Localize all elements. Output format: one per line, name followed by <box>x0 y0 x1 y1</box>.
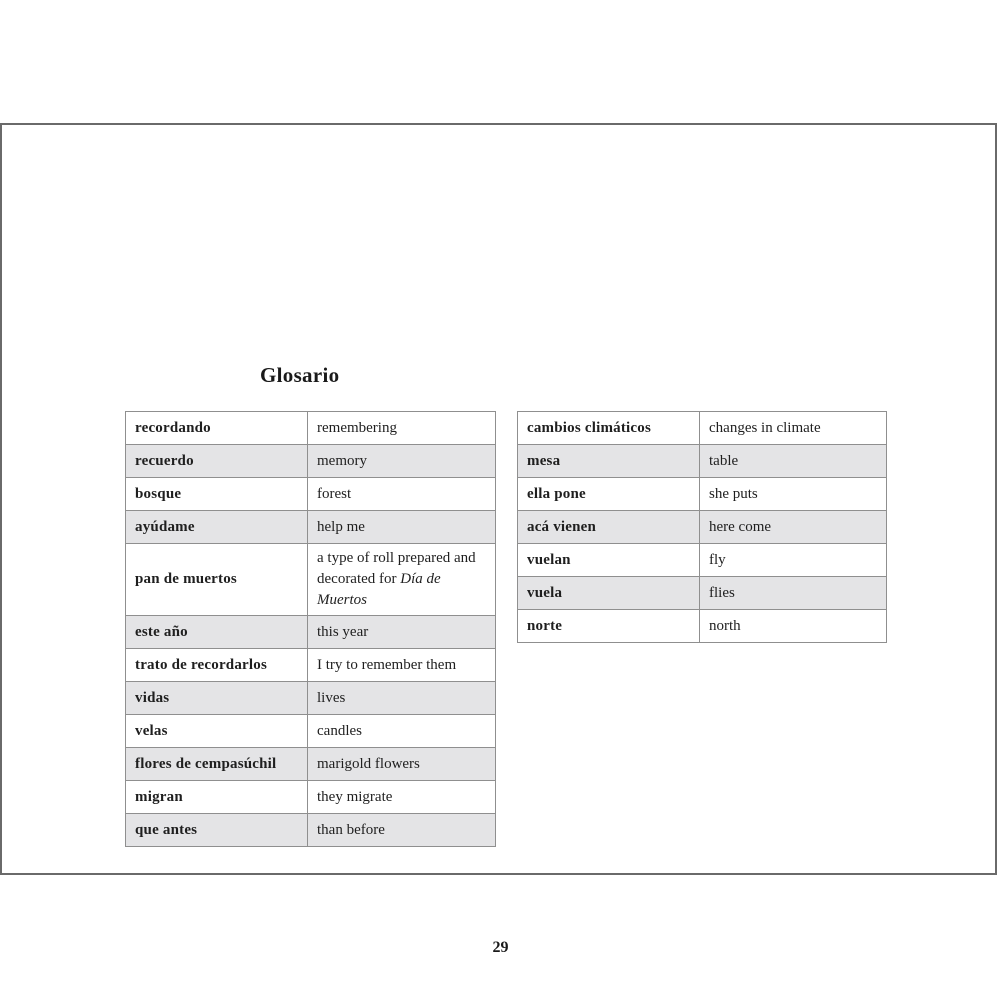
term-cell: flores de cempasúchil <box>126 748 308 781</box>
translation-cell <box>308 544 496 616</box>
term-cell: este año <box>126 616 308 649</box>
glossary-row <box>126 544 496 616</box>
page-number: 29 <box>492 939 509 956</box>
term-cell: bosque <box>126 478 308 511</box>
term-cell: ella pone <box>518 478 700 511</box>
translation-cell <box>700 610 887 643</box>
glossary-row <box>126 412 496 445</box>
glossary-row <box>518 544 887 577</box>
translation-text: than before <box>317 821 385 838</box>
translation-cell <box>308 511 496 544</box>
glossary-table-left <box>125 411 496 847</box>
translation-text: fly <box>709 551 726 568</box>
translation-cell <box>700 445 887 478</box>
glossary-row <box>126 682 496 715</box>
translation-text: here come <box>709 518 772 535</box>
glossary-row <box>126 814 496 847</box>
glossary-row <box>126 649 496 682</box>
page-frame <box>0 123 997 956</box>
translation-text: they migrate <box>317 788 393 805</box>
translation-text: memory <box>317 452 367 469</box>
translation-cell <box>308 616 496 649</box>
translation-cell <box>308 781 496 814</box>
translation-text: she puts <box>709 485 758 502</box>
term-cell: trato de recordarlos <box>126 649 308 682</box>
glossary-table-left-body <box>126 412 496 847</box>
translation-text: help me <box>317 518 365 535</box>
translation-text: candles <box>317 722 362 739</box>
glossary-row <box>126 511 496 544</box>
glossary-row <box>126 445 496 478</box>
translation-cell <box>308 814 496 847</box>
translation-cell <box>700 577 887 610</box>
term-cell: cambios climáticos <box>518 412 700 445</box>
translation-text: a type of roll prepared and decorated for <box>317 550 476 587</box>
term-cell: velas <box>126 715 308 748</box>
translation-cell <box>308 445 496 478</box>
translation-text: marigold flowers <box>317 755 420 772</box>
term-cell: migran <box>126 781 308 814</box>
glossary-row <box>518 478 887 511</box>
term-cell: pan de muertos <box>126 544 308 616</box>
translation-cell <box>308 649 496 682</box>
glossary-table-right <box>517 411 887 643</box>
term-cell: acá vienen <box>518 511 700 544</box>
translation-cell <box>700 511 887 544</box>
translation-text: forest <box>317 485 352 502</box>
translation-cell <box>700 478 887 511</box>
glossary-row <box>518 412 887 445</box>
translation-text: table <box>709 452 739 469</box>
translation-cell <box>700 544 887 577</box>
glossary-row <box>126 715 496 748</box>
translation-text-italic: Día de Muertos <box>317 571 441 608</box>
translation-cell <box>308 478 496 511</box>
translation-text: this year <box>317 623 369 640</box>
glossary-row <box>518 445 887 478</box>
term-cell: vidas <box>126 682 308 715</box>
translation-cell <box>308 412 496 445</box>
term-cell: mesa <box>518 445 700 478</box>
translation-text: north <box>709 617 741 634</box>
glossary-row <box>518 577 887 610</box>
term-cell: recordando <box>126 412 308 445</box>
term-cell: que antes <box>126 814 308 847</box>
glossary-row <box>518 511 887 544</box>
glossary-row <box>126 748 496 781</box>
translation-cell <box>308 748 496 781</box>
term-cell: norte <box>518 610 700 643</box>
translation-text: flies <box>709 584 735 601</box>
translation-cell <box>308 715 496 748</box>
glossary-row <box>518 610 887 643</box>
term-cell: recuerdo <box>126 445 308 478</box>
translation-cell <box>308 682 496 715</box>
glossary-row <box>126 478 496 511</box>
translation-cell <box>700 412 887 445</box>
translation-text: changes in climate <box>709 419 821 436</box>
glossary-table-right-body <box>518 412 887 643</box>
translation-text: I try to remember them <box>317 656 457 673</box>
translation-text: remembering <box>317 419 397 436</box>
page-title: Glosario <box>260 363 340 387</box>
translation-text: lives <box>317 689 346 706</box>
glossary-row <box>126 616 496 649</box>
term-cell: vuelan <box>518 544 700 577</box>
glossary-row <box>126 781 496 814</box>
term-cell: ayúdame <box>126 511 308 544</box>
term-cell: vuela <box>518 577 700 610</box>
